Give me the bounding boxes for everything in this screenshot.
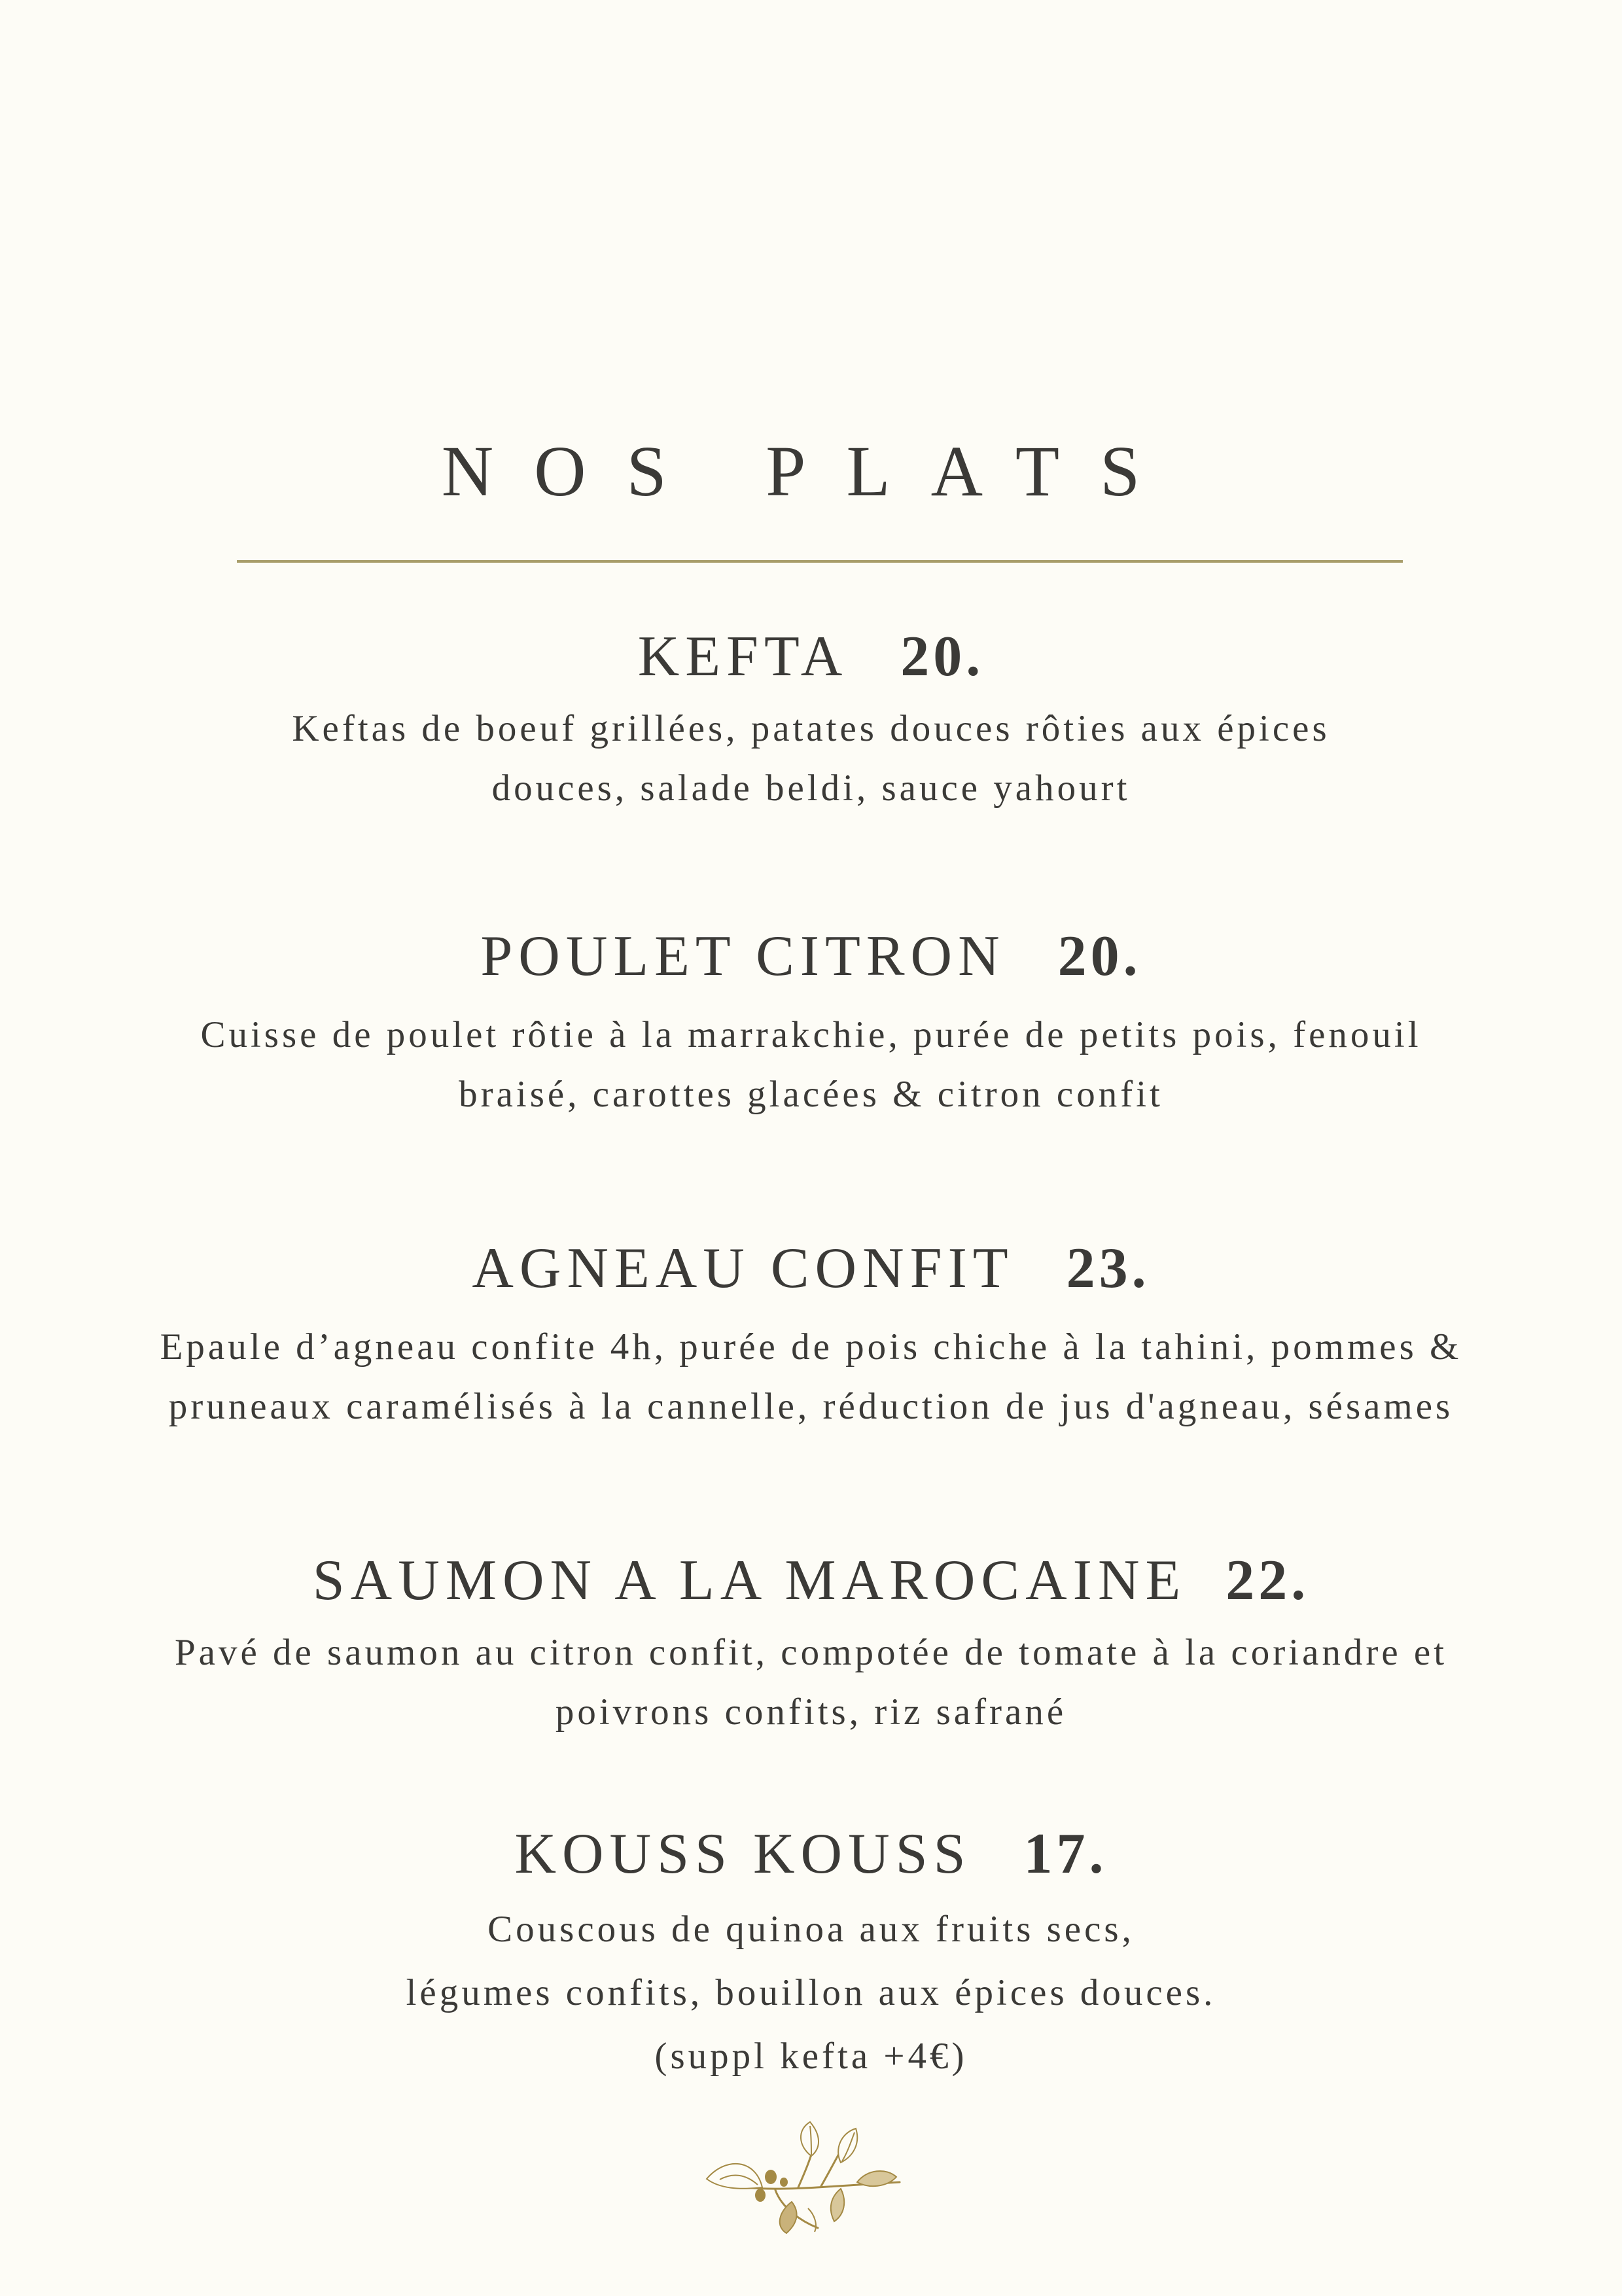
- dish-description: [65, 1623, 1557, 1742]
- dish-kefta: [65, 625, 1557, 818]
- dish-heading: [65, 625, 1557, 688]
- dish-description-line: braisé, carottes glacées & citron confit: [459, 1074, 1163, 1115]
- olive-branch-icon: [700, 2117, 909, 2234]
- dish-description-line: Couscous de quinoa aux fruits secs,: [487, 1909, 1135, 1950]
- dish-price: 23.: [1066, 1237, 1150, 1300]
- dish-description-line: Pavé de saumon au citron confit, compotée de tomate à la coriandre et: [174, 1632, 1448, 1673]
- dish-saumon-a-la-marocaine: [65, 1549, 1557, 1742]
- dish-agneau-confit: [65, 1237, 1557, 1436]
- dish-description: [65, 1898, 1557, 2088]
- dish-description-line: Keftas de boeuf grillées, patates douces rôties aux épices: [292, 708, 1330, 749]
- dish-price: 17.: [1023, 1822, 1108, 1886]
- dish-price: 20.: [900, 625, 985, 688]
- dish-heading: [65, 1237, 1557, 1300]
- dish-description-line: poivrons confits, riz safrané: [555, 1691, 1067, 1733]
- dish-heading: [65, 1822, 1557, 1886]
- dish-name: SAUMON A LA MAROCAINE: [312, 1549, 1187, 1612]
- dish-description-line: (suppl kefta +4€): [654, 2036, 968, 2077]
- dish-heading: [65, 925, 1557, 988]
- dish-price: 20.: [1057, 925, 1142, 988]
- dish-poulet-citron: [65, 925, 1557, 1124]
- title-divider: [237, 560, 1403, 563]
- dish-description-line: Epaule d’agneau confite 4h, purée de pois chiche à la tahini, pommes &: [160, 1326, 1462, 1368]
- dish-description-line: légumes confits, bouillon aux épices douces.: [406, 1972, 1216, 2013]
- dish-heading: [65, 1549, 1557, 1612]
- dish-description: [65, 699, 1557, 818]
- dish-name: KEFTA: [637, 625, 849, 688]
- page-title: NOS PLATS: [441, 431, 1181, 511]
- dish-name: KOUSS KOUSS: [514, 1822, 972, 1886]
- dish-kouss-kouss: [65, 1822, 1557, 2088]
- dish-description-line: pruneaux caramélisés à la cannelle, réduction de jus d'agneau, sésames: [168, 1386, 1454, 1427]
- dish-description: [65, 1005, 1557, 1124]
- dish-description: [65, 1317, 1557, 1436]
- dish-name: POULET CITRON: [480, 925, 1006, 988]
- dish-price: 22.: [1225, 1549, 1310, 1612]
- dish-description-line: douces, salade beldi, sauce yahourt: [491, 768, 1131, 809]
- dish-description-line: Cuisse de poulet rôtie à la marrakchie, purée de petits pois, fenouil: [200, 1014, 1422, 1055]
- dish-name: AGNEAU CONFIT: [472, 1237, 1014, 1300]
